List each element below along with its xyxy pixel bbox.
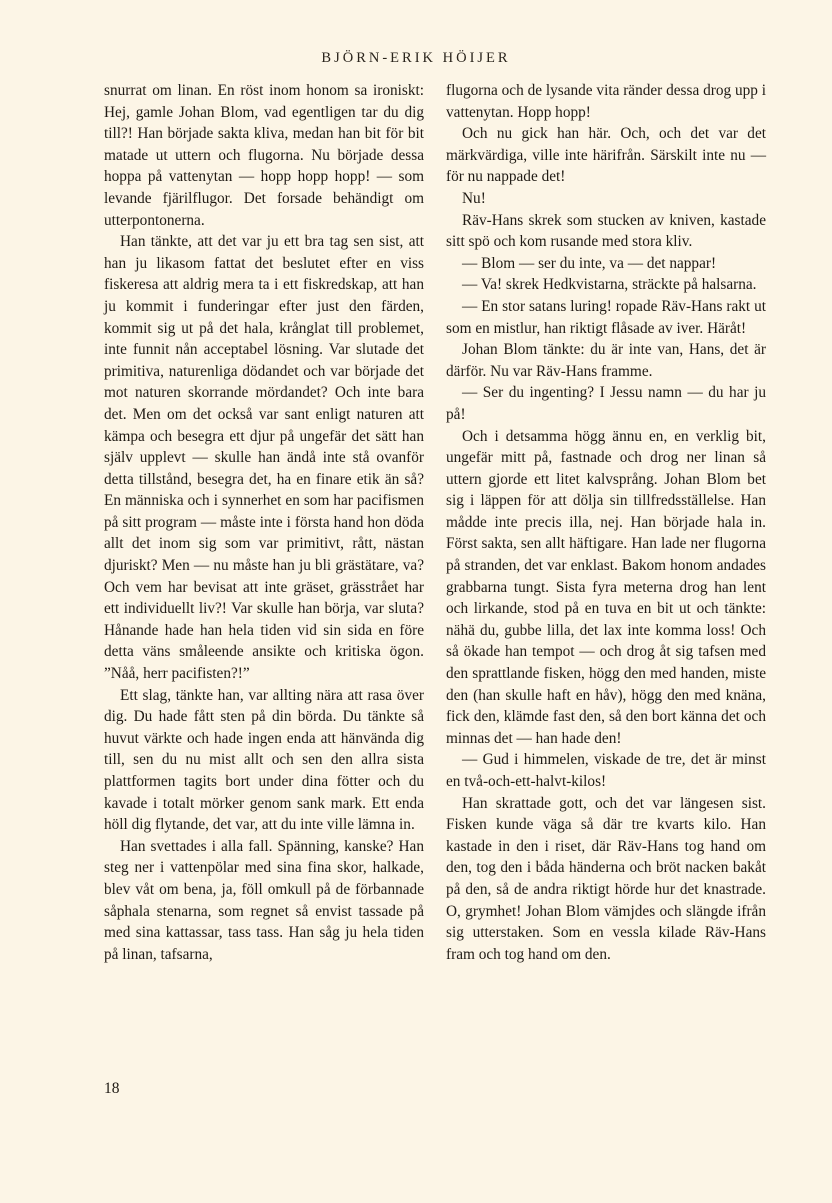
paragraph: Han svettades i alla fall. Spänning, kanske? Han steg ner i vattenpölar med sina fina skor, halkade, blev våt om bena, ja, föll omkull på de förbannade såphala stenarna, som regnet så envist tassade på med sina kattassar, tass tass. Han såg ju hela tiden på linan, tafsarna,	[104, 837, 424, 963]
paragraph: Ett slag, tänkte han, var allting nära att rasa över dig. Du hade fått sten på din börda. Du tänkte så huvut värkte och hade ingen enda att hänvända dig till, sen du nu mist allt och sen den allra sista plattformen tagits bort under dina fötter och du kavade i totalt mörker genom sank mark. Ett enda höll dig flytande, det var, att du inte ville lämna in.	[104, 686, 424, 834]
paragraph: Och nu gick han här. Och, och det var det märkvärdiga, ville inte härifrån. Särskilt inte nu — för nu nappade det!	[446, 125, 766, 186]
right-column	[446, 80, 766, 965]
paragraph: Och i detsamma högg ännu en, en verklig bit, ungefär mitt på, fastnade och drog ner linan så uttern gjorde ett litet kalvsprång. Johan Blom bet sig i läppen för att dölja sin tillfredsställelse. Han mådde inte precis illa, nej. Han började hala in. Först sakta, sen allt häftigare. Han lade ner flugorna på stranden, det var enklast. Bakom honom andades grabbarna tungt. Sista fyra meterna drog han lent och lirkande, stod på en tuva en bit ut och tänkte: nähä du, gubbe lilla, det lax inte komma loss! Och så ökade han tempot — och drog åt sig tafsen med den sprattlande fisken, högg den med handen, miste den (han skulle haft en håv), högg den med knäna, fick den, klämde fast den, så den bort känna det och minnas det — han hade den!	[446, 427, 766, 747]
paragraph: — Gud i himmelen, viskade de tre, det är minst en två-och-ett-halvt-kilos!	[446, 751, 766, 790]
paragraph: Nu!	[462, 189, 486, 207]
paragraph: snurrat om linan. En röst inom honom sa ironiskt: Hej, gamle Johan Blom, vad egentligen tar du dig till?! Han började sakta kliva, medan han bit för bit matade ut uttern och flugorna. Nu började dessa hoppa på vattenytan — hopp hopp hopp! — som levande fjärilflugor. Det forsade behändigt om utterpontonerna.	[104, 82, 424, 229]
paragraph: Han skrattade gott, och det var längesen sist. Fisken kunde väga så där tre kvarts kilo. Han kastade in den i riset, där Räv-Hans tog hand om den, tog den i båda händerna och bröt nacken bakåt på den, så de andra riktigt hörde hur det knastrade. O, grymhet! Johan Blom vämjdes och slängde ifrån sig utterstaken. Som en vessla kilade Räv-Hans fram och tog hand om den.	[446, 794, 766, 963]
paragraph: Räv-Hans skrek som stucken av kniven, kastade sitt spö och kom rusande med stora kliv.	[446, 211, 766, 251]
paragraph: flugorna och de lysande vita ränder dessa drog upp i vattenytan. Hopp hopp!	[446, 82, 766, 121]
paragraph: — Blom — ser du inte, va — det nappar!	[462, 254, 717, 272]
paragraph: Han tänkte, att det var ju ett bra tag sen sist, att han ju likasom fattat det beslutet efter en viss fiskeresa att aldrig mera ta i ett fiskredskap, att han ju kommit i funderingar efter just den färden, kommit sig ut på det hala, krånglat till problemet, inte funnit nån acceptabel lösning. Var slutade det primitiva, naturenliga dödandet och var började det mot naturen skorrande mördandet? Och inte bara det. Men om det också var sant enligt naturen att kämpa och besegra ett djur på ungefär det sätt han själv upplevt — skulle han ändå inte stå ovanför detta tillstånd, besegra det, ha en finare etik än så? En människa och i synnerhet en som har pacifismen på sitt program — måste inte i första hand hon döda allt det inom sig som var primitivt, rått, nästan djuriskt? Men — nu måste han ju bli grästätare, va? Och vem har bevisat att inte gräset, grässtrået har ett individuellt liv?! Var skulle han börja, var sluta? Hånande hade han hela tiden vid sin sida en före detta väns småleende ansikte och kritiska ögon. ”Nåå, herr pacifisten?!”	[104, 233, 424, 683]
paragraph: — Ser du ingenting? I Jessu namn — du har ju på!	[446, 384, 766, 423]
page-number: 18	[104, 1080, 120, 1097]
left-column	[104, 80, 424, 965]
running-head: BJÖRN-ERIK HÖIJER	[321, 50, 511, 66]
paragraph: Johan Blom tänkte: du är inte van, Hans, det är därför. Nu var Räv-Hans framme.	[446, 341, 766, 380]
paragraph: — Va! skrek Hedkvistarna, sträckte på halsarna.	[462, 276, 757, 294]
paragraph: — En stor satans luring! ropade Räv-Hans rakt ut som en mistlur, han riktigt flåsade av iver. Häråt!	[446, 297, 766, 337]
